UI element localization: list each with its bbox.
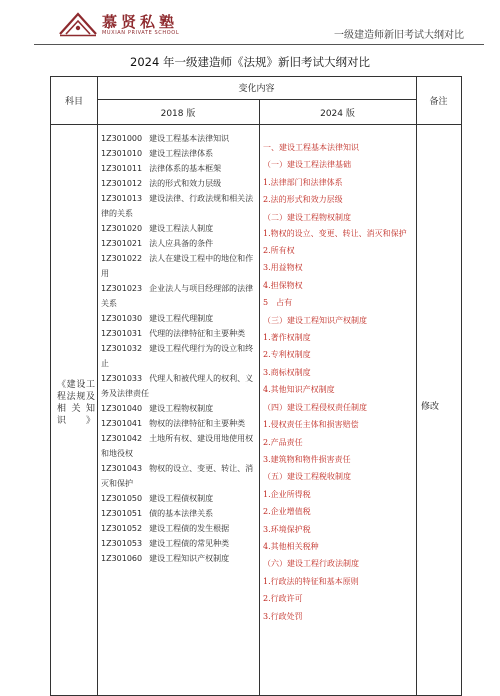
new-outline-item: 一、建设工程基本法律知识 [263,143,359,152]
outline-text: 建设工程法律体系 [149,149,214,158]
school-logo [58,10,228,40]
outline-text: 建设工程债的发生根据 [149,524,230,533]
outline-text: 代理的法律特征和主要种类 [149,329,246,338]
outline-text: 建设工程物权制度 [149,404,214,413]
header-2018: 2018 版 [160,109,196,119]
new-outline-item: 3.行政处罚 [263,611,303,621]
outline-text: 物权的法律特征和主要种类 [149,419,246,428]
new-outline-item: 3.环境保护税 [263,524,311,534]
outline-code: 1Z301040 [101,404,143,413]
new-outline-item: 2.专利权制度 [263,350,311,360]
outline-text: 法人应具备的条件 [149,239,214,248]
new-outline-item: （四）建设工程侵权责任制度 [263,402,367,412]
outline-code: 1Z301060 [101,554,143,563]
outline-text: 建设法律、行政法规和相关法律的关系 [101,194,254,218]
outline-code: 1Z301010 [101,149,143,158]
column-divider [97,77,98,695]
new-outline-item: 2.企业增值税 [263,507,311,517]
old-outline-item [101,416,257,431]
page-header [0,0,500,46]
outline-text: 债的基本法律关系 [149,509,214,518]
outline-text: 法的形式和效力层级 [149,179,222,188]
new-outline-item: 4.其他知识产权制度 [263,385,335,395]
outline-code: 1Z301021 [101,239,143,248]
outline-code: 1Z301031 [101,329,143,338]
new-outline-item: （二）建设工程物权制度 [263,212,351,222]
new-outline-item: 3.建筑物和物件损害责任 [263,454,351,464]
outline-code: 1Z301042 [101,434,143,443]
new-outline-item: （三）建设工程知识产权制度 [263,315,367,325]
new-outline-item: 4.其他相关税种 [263,541,319,551]
column-divider [416,77,417,695]
old-outline-item [101,326,257,341]
old-outline-item [101,371,257,401]
outline-text: 物权的设立、变更、转让、消灭和保护 [101,464,254,488]
old-outline-item [101,176,257,191]
new-outline-item: 1.企业所得税 [263,489,311,499]
list-2018 [101,131,257,566]
column-divider [259,99,260,695]
new-outline-item: （一）建设工程法律基础 [263,160,351,170]
outline-text: 法人在建设工程中的地位和作用 [101,254,254,278]
new-outline-item: 1.侵权责任主体和损害赔偿 [263,420,359,430]
outline-text: 企业法人与项目经理部的法律关系 [101,284,254,308]
old-outline-item [101,281,257,311]
outline-text: 建设工程债权制度 [149,494,214,503]
new-outline-item: （六）建设工程行政法制度 [263,559,359,569]
old-outline-item [101,491,257,506]
header-subject: 科目 [64,97,83,107]
outline-code: 1Z301041 [101,419,143,428]
list-2024 [263,139,413,625]
outline-code: 1Z301051 [101,509,143,518]
new-outline-item: 2.法的形式和效力层级 [263,195,343,205]
old-outline-item [101,236,257,251]
outline-text: 建设工程法人制度 [149,224,214,233]
row-divider [51,124,461,125]
new-outline-item: 1.法律部门和法律体系 [263,177,343,187]
header-change: 变化内容 [238,84,275,94]
old-outline-item [101,161,257,176]
page-title: 2024 年一级建造师《法规》新旧考试大纲对比 [130,55,370,69]
outline-code: 1Z301023 [101,284,143,293]
outline-code: 1Z301013 [101,194,143,203]
old-outline-item [101,311,257,326]
outline-code: 1Z301012 [101,179,143,188]
new-outline-item: 2.产品责任 [263,437,303,447]
logo-emblem-icon [58,10,98,38]
old-outline-item [101,221,257,236]
outline-code: 1Z301052 [101,524,143,533]
old-outline-item [101,551,257,566]
header-2024: 2024 版 [320,109,355,119]
remark-value: 修改 [421,402,440,412]
header-divider [34,44,484,45]
new-outline-item: 1.著作权制度 [263,333,311,343]
new-outline-item: 3.商标权制度 [263,367,311,377]
outline-code: 1Z301022 [101,254,143,263]
outline-text: 代理人和被代理人的权利、义务及法律责任 [101,374,254,398]
old-outline-item [101,251,257,281]
new-outline-item: 3.用益物权 [263,263,303,273]
comparison-table [50,76,462,696]
old-outline-item [101,431,257,461]
old-outline-item [101,461,257,491]
outline-code: 1Z301020 [101,224,143,233]
new-outline-item: 2.所有权 [263,246,295,256]
outline-text: 建设工程基本法律知识 [149,134,230,143]
outline-code: 1Z301011 [101,164,143,173]
new-outline-item: （五）建设工程税收制度 [263,472,351,482]
new-outline-item: 2.行政许可 [263,594,303,604]
outline-text: 建设工程知识产权制度 [149,554,230,563]
old-outline-item [101,131,257,146]
new-outline-item: 4.担保物权 [263,280,303,290]
old-outline-item [101,506,257,521]
outline-code: 1Z301050 [101,494,143,503]
document-tag: 一级建造师新旧考试大纲对比 [334,30,464,41]
old-outline-item [101,191,257,221]
outline-code: 1Z301000 [101,134,143,143]
logo-chinese-name: 慕贤私塾 [102,13,179,31]
outline-text: 土地所有权、建设用地使用权和地役权 [101,434,254,458]
outline-text: 建设工程债的常见种类 [149,539,230,548]
new-outline-item: 1.行政法的特征和基本原则 [263,576,359,586]
outline-code: 1Z301043 [101,464,143,473]
outline-text: 法律体系的基本框架 [149,164,222,173]
old-outline-item [101,521,257,536]
outline-code: 1Z301053 [101,539,143,548]
old-outline-item [101,341,257,371]
new-outline-item: 1.物权的设立、变更、转让、消灭和保护 [263,229,407,239]
outline-code: 1Z301032 [101,344,143,353]
new-outline-item: 5 占有 [263,298,293,308]
outline-text: 建设工程代理行为的设立和终止 [101,344,254,368]
old-outline-item [101,536,257,551]
old-outline-item [101,146,257,161]
outline-code: 1Z301033 [101,374,143,383]
outline-text: 建设工程代理制度 [149,314,214,323]
logo-english-name: MUXIAN PRIVATE SCHOOL [102,30,180,36]
subject-name: 《建设工程法规及相关知识》 [57,380,95,426]
header-remark: 备注 [429,97,448,107]
row-divider [97,99,416,100]
outline-code: 1Z301030 [101,314,143,323]
old-outline-item [101,401,257,416]
